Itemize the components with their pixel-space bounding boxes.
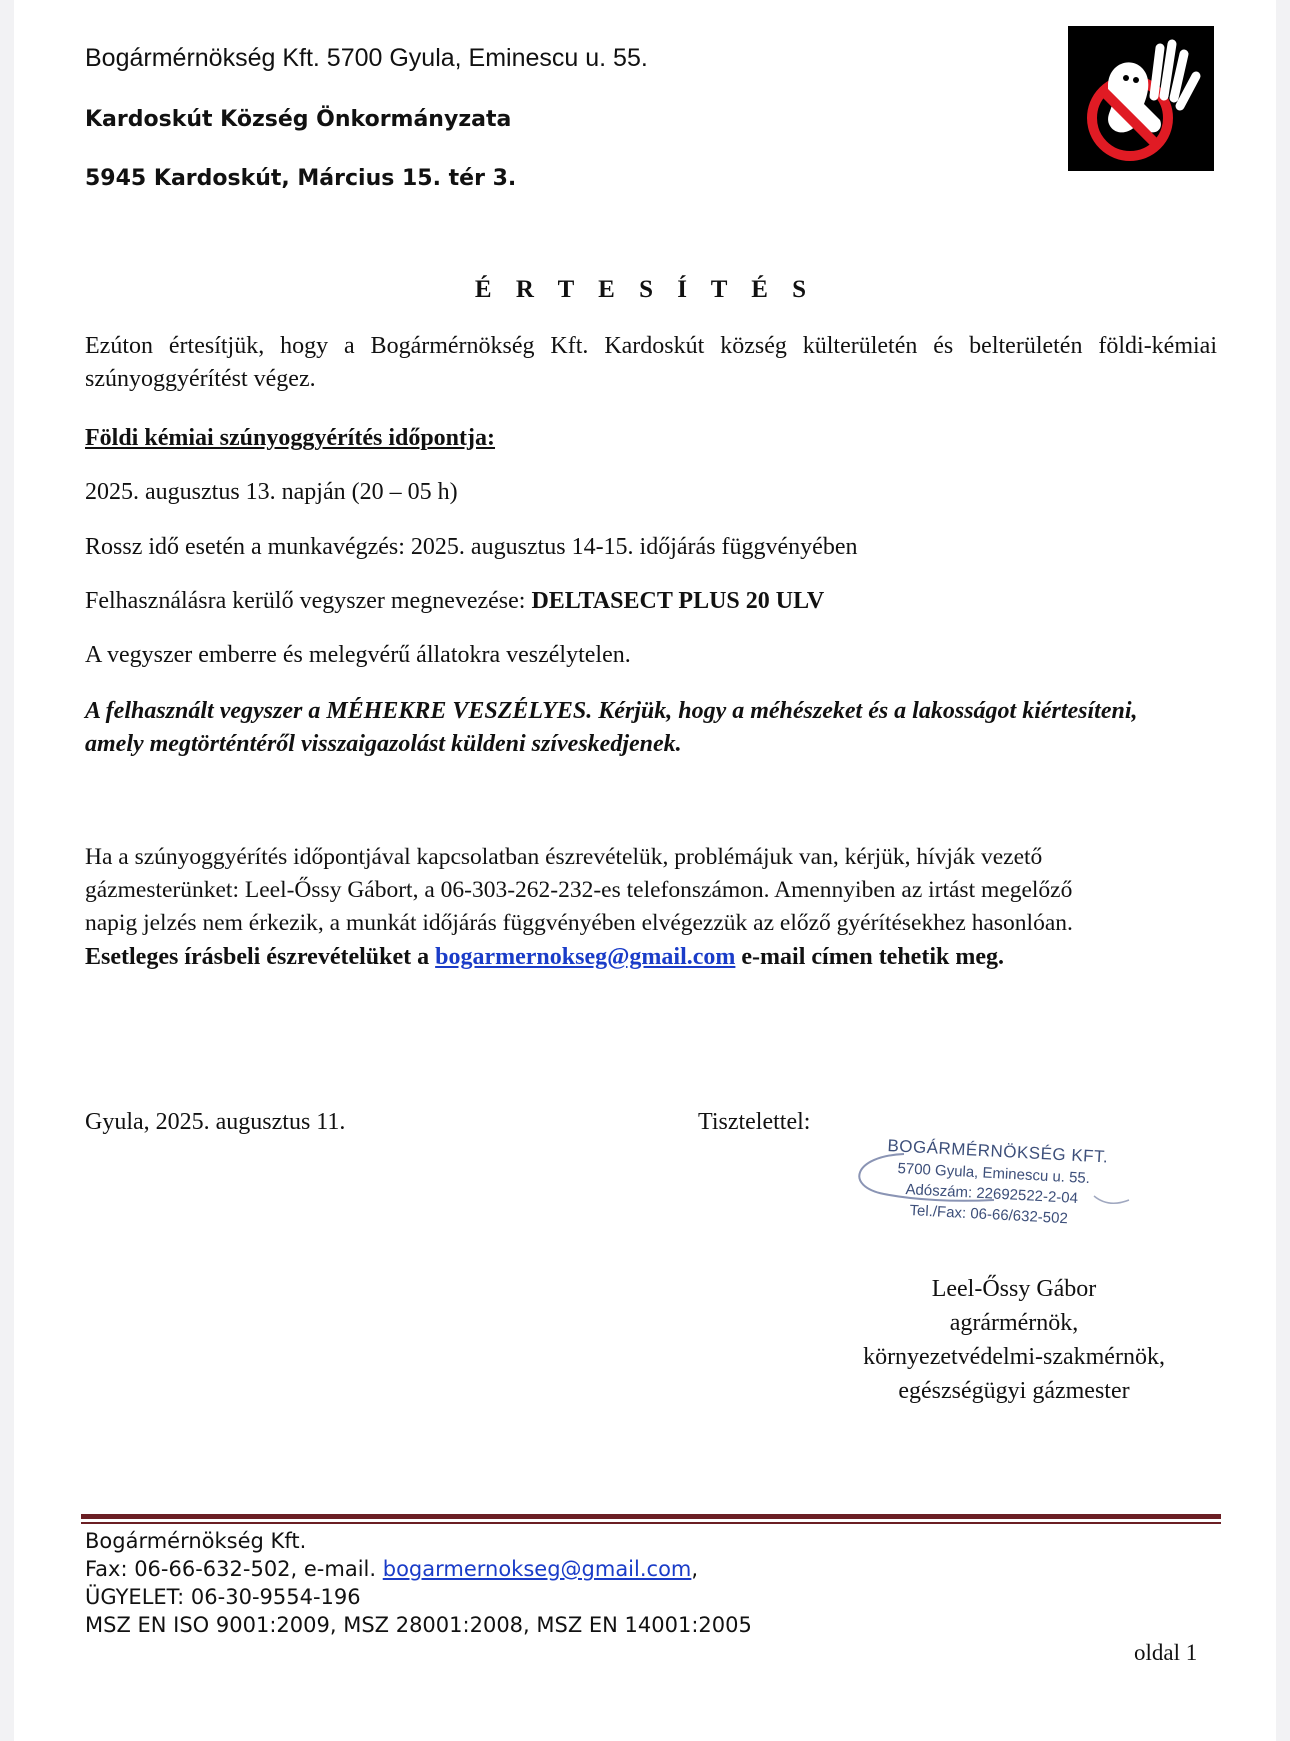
recipient-name: Kardoskút Község Önkormányzata (85, 107, 512, 132)
schedule-heading: Földi kémiai szúnyoggyérítés időpontja: (85, 425, 496, 451)
stamp-line3: Adószám: 22692522-2-04 (905, 1181, 1079, 1208)
bee-warning-line2: amely megtörténtéről visszaigazolást küldeni szíveskedjenek. (85, 731, 682, 757)
signer-title2: környezetvédelmi-szakmérnök, (863, 1344, 1165, 1370)
footer-divider (81, 1514, 1221, 1519)
company-stamp (844, 1126, 1174, 1236)
signer-title1: agrármérnök, (949, 1310, 1079, 1336)
contact-line2: gázmesterünket: Leel-Őssy Gábort, a 06-303-262-232-es telefonszámon. Amennyiben az irtást megelőző (85, 877, 1073, 903)
page-number: oldal 1 (1134, 1640, 1198, 1665)
footer-duty: ÜGYELET: 06-30-9554-196 (85, 1585, 361, 1609)
schedule-date: 2025. augusztus 13. napján (20 – 05 h) (85, 479, 458, 505)
place-date: Gyula, 2025. augusztus 11. (85, 1109, 346, 1135)
intro-paragraph: Ezúton értesítjük, hogy a Bogármérnökség Kft. Kardoskút község külterületén és belterületén földi-kémiai szúnyoggyérítést végez. (85, 333, 1217, 392)
chemical-line (85, 585, 824, 618)
stamp-line2: 5700 Gyula, Eminescu u. 55. (897, 1160, 1091, 1188)
stamp-line1: BOGÁRMÉRNÖKSÉG KFT. (887, 1136, 1109, 1167)
footer-divider-thin (81, 1522, 1221, 1524)
chemical-label: Felhasználásra kerülő vegyszer megnevezése: (85, 588, 532, 614)
bee-warning-line1: A felhasznált vegyszer a MÉHEKRE VESZÉLYES. Kérjük, hogy a méhészeket és a lakosságot kiértesíteni, (85, 698, 1138, 724)
signer-title3: egészségügyi gázmester (898, 1378, 1130, 1404)
bad-weather-date: Rossz idő esetén a munkavégzés: 2025. augusztus 14-15. időjárás függvényében (85, 534, 858, 560)
chemical-name: DELTASECT PLUS 20 ULV (531, 588, 825, 614)
safety-note: A vegyszer emberre és melegvérű állatokra veszélytelen. (85, 642, 631, 668)
footer-email-link[interactable]: bogarmernokseg@gmail.com (382, 1557, 692, 1581)
footer-fax-line (85, 1555, 698, 1583)
contact-email-suffix: e-mail címen tehetik meg. (735, 944, 1004, 970)
document-page (14, 0, 1276, 1741)
footer-fax: Fax: 06-66-632-502, e-mail. (85, 1557, 383, 1581)
contact-email-link[interactable]: bogarmernokseg@gmail.com (435, 944, 736, 970)
signer-name: Leel-Őssy Gábor (931, 1276, 1097, 1302)
contact-email-prefix: Esetleges írásbeli észrevételüket a (85, 944, 436, 970)
footer-fax-suffix: , (691, 1557, 699, 1581)
document-title: É R T E S Í T É S (474, 276, 816, 303)
closing-greeting: Tisztelettel: (698, 1109, 811, 1135)
footer-company: Bogármérnökség Kft. (85, 1529, 307, 1553)
contact-line1: Ha a szúnyoggyérítés időpontjával kapcsolatban észrevételük, problémájuk van, kérjük, hívják vezető (85, 844, 1043, 870)
footer-standards: MSZ EN ISO 9001:2009, MSZ 28001:2008, MSZ EN 14001:2005 (85, 1613, 752, 1637)
company-line: Bogármérnökség Kft. 5700 Gyula, Eminescu u. 55. (85, 44, 648, 72)
stamp-line4: Tel./Fax: 06-66/632-502 (909, 1202, 1069, 1228)
recipient-address: 5945 Kardoskút, Március 15. tér 3. (85, 166, 517, 191)
contact-line4 (85, 941, 1004, 974)
no-ghost-logo-icon (1068, 26, 1214, 171)
contact-line3: napig jelzés nem érkezik, a munkát időjárás függvényében elvégezzük az előző gyérítésekhez hasonlóan. (85, 910, 1073, 936)
